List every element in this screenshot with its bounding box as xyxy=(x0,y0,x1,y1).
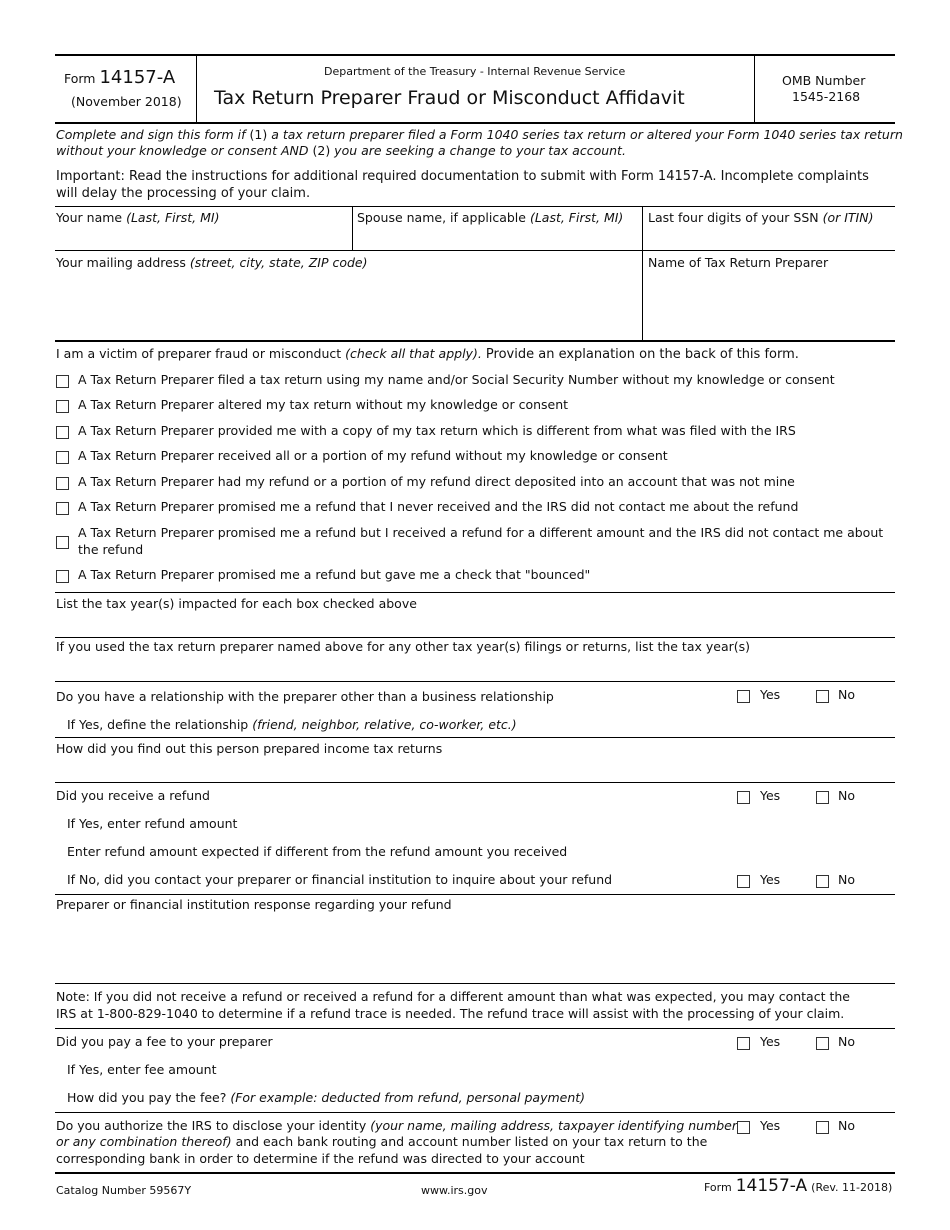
victim-heading-c: Provide an explanation on the back of this form. xyxy=(481,347,799,362)
intro-1a: Complete and sign this form if xyxy=(56,127,250,142)
footer-form-number-value: 14157-A xyxy=(735,1176,808,1196)
relationship-yes-checkbox[interactable] xyxy=(737,690,750,703)
form-number xyxy=(64,67,176,88)
checkbox-fraud-received-refund[interactable] xyxy=(56,451,69,464)
rule-found-out xyxy=(55,737,895,738)
found-out-label: How did you find out this person prepared income tax returns xyxy=(56,741,443,756)
footer-rule xyxy=(55,1172,895,1174)
page-title: Tax Return Preparer Fraud or Misconduct Affidavit xyxy=(214,87,685,109)
form-prefix: Form xyxy=(64,71,96,86)
victim-item-7-line-2: the refund xyxy=(78,542,144,557)
mailing-text: Your mailing address xyxy=(56,255,190,270)
intro-2c: (2) xyxy=(308,143,331,158)
refund-contact-no-checkbox[interactable] xyxy=(816,875,829,888)
note-line-1: Note: If you did not receive a refund or received a refund for a different amount than what was expected, you may contact the xyxy=(56,989,850,1004)
victim-item-5: A Tax Return Preparer had my refund or a portion of my refund direct deposited into an account that was not mine xyxy=(78,474,795,489)
header-bottom-rule xyxy=(55,122,895,124)
fee-amount-label: If Yes, enter fee amount xyxy=(67,1062,217,1077)
your-name-hint: (Last, First, MI) xyxy=(126,210,220,225)
ssn-hint: (or ITIN) xyxy=(822,210,874,225)
intro-1b: (1) xyxy=(249,127,268,142)
grid-bottom xyxy=(55,340,895,342)
rule-response xyxy=(55,894,895,895)
intro-1c: a tax return preparer filed a Form 1040 series tax return or altered your Form 1040 series tax return xyxy=(267,127,903,142)
authorize-yes-label: Yes xyxy=(760,1118,781,1133)
spouse-name-text: Spouse name, if applicable xyxy=(357,210,530,225)
mailing-hint: (street, city, state, ZIP code) xyxy=(189,255,368,270)
header-divider-right xyxy=(754,55,755,123)
victim-item-2: A Tax Return Preparer altered my tax return without my knowledge or consent xyxy=(78,397,569,412)
fee-no-checkbox[interactable] xyxy=(816,1037,829,1050)
checkbox-fraud-filed[interactable] xyxy=(56,375,69,388)
relationship-define-label xyxy=(67,717,517,732)
omb-number: 1545-2168 xyxy=(792,89,861,104)
omb-label: OMB Number xyxy=(782,73,866,88)
top-rule xyxy=(55,54,895,56)
form-number-value: 14157-A xyxy=(99,67,176,88)
relationship-no-label: No xyxy=(838,687,855,702)
mailing-address-label xyxy=(56,255,368,270)
relationship-define-a: If Yes, define the relationship xyxy=(67,717,253,732)
spouse-name-hint: (Last, First, MI) xyxy=(529,210,624,225)
authorize-1a: Do you authorize the IRS to disclose your identity xyxy=(56,1118,371,1133)
victim-item-8: A Tax Return Preparer promised me a refund but gave me a check that "bounced" xyxy=(78,567,591,582)
important-line-2: will delay the processing of your claim. xyxy=(56,186,311,201)
grid-v1 xyxy=(352,206,353,250)
intro-2a: without your knowledge or consent xyxy=(56,143,281,158)
refund-label: Did you receive a refund xyxy=(56,788,210,803)
relationship-define-b: (friend, neighbor, relative, co-worker, etc.) xyxy=(252,717,517,732)
other-years-label: If you used the tax return preparer named above for any other tax year(s) filings or returns, list the tax year(s) xyxy=(56,639,751,654)
relationship-yes-label: Yes xyxy=(760,687,781,702)
fee-yes-checkbox[interactable] xyxy=(737,1037,750,1050)
authorize-no-label: No xyxy=(838,1118,855,1133)
department: Department of the Treasury - Internal Revenue Service xyxy=(324,65,626,78)
victim-heading xyxy=(56,346,799,362)
ssn-label xyxy=(648,210,873,225)
authorize-no-checkbox[interactable] xyxy=(816,1121,829,1134)
header-divider-left xyxy=(196,55,197,123)
fee-no-label: No xyxy=(838,1034,855,1049)
refund-no-checkbox[interactable] xyxy=(816,791,829,804)
authorize-yes-checkbox[interactable] xyxy=(737,1121,750,1134)
victim-item-4: A Tax Return Preparer received all or a portion of my refund without my knowledge or consent xyxy=(78,448,668,463)
checkbox-fraud-bounced-check[interactable] xyxy=(56,570,69,583)
tax-years-label: List the tax year(s) impacted for each box checked above xyxy=(56,596,417,611)
grid-v2 xyxy=(642,206,643,340)
preparer-name-label: Name of Tax Return Preparer xyxy=(648,255,829,270)
authorize-1b: (your name, mailing address, taxpayer identifying number xyxy=(370,1118,738,1133)
refund-contact-label: If No, did you contact your preparer or financial institution to inquire about your refund xyxy=(67,872,613,887)
rule-refund xyxy=(55,782,895,783)
rule-fee xyxy=(55,1028,895,1029)
relationship-label: Do you have a relationship with the preparer other than a business relationship xyxy=(56,689,554,704)
fee-label: Did you pay a fee to your preparer xyxy=(56,1034,273,1049)
authorize-line-3: corresponding bank in order to determine if the refund was directed to your account xyxy=(56,1151,585,1166)
fee-how-label xyxy=(67,1090,585,1105)
victim-heading-b: (check all that apply). xyxy=(345,346,482,361)
victim-item-6: A Tax Return Preparer promised me a refund that I never received and the IRS did not contact me about the refund xyxy=(78,499,799,514)
refund-yes-label: Yes xyxy=(760,788,781,803)
victim-heading-a: I am a victim of preparer fraud or misconduct xyxy=(56,346,346,361)
rule-relationship xyxy=(55,681,895,682)
relationship-no-checkbox[interactable] xyxy=(816,690,829,703)
footer-form-number xyxy=(704,1176,893,1196)
your-name-text: Your name xyxy=(56,210,127,225)
refund-amount-label: If Yes, enter refund amount xyxy=(67,816,238,831)
ssn-text: Last four digits of your SSN xyxy=(648,210,823,225)
intro-line-2 xyxy=(56,143,626,158)
important-line-1: Important: Read the instructions for additional required documentation to submit with Form 14157-A. Incomplete complaints xyxy=(56,169,869,184)
checkbox-fraud-direct-deposit[interactable] xyxy=(56,477,69,490)
spouse-name-label xyxy=(357,210,623,225)
authorize-line-2 xyxy=(56,1134,707,1149)
refund-contact-yes-label: Yes xyxy=(760,872,781,887)
form-date: (November 2018) xyxy=(71,94,182,109)
victim-item-3: A Tax Return Preparer provided me with a copy of my tax return which is different from what was filed with the IRS xyxy=(78,423,796,438)
rule-authorize xyxy=(55,1112,895,1113)
website: www.irs.gov xyxy=(421,1184,488,1197)
rule-other-years xyxy=(55,637,895,638)
refund-no-label: No xyxy=(838,788,855,803)
authorize-2a: or any combination thereof) xyxy=(56,1134,232,1149)
intro-2d: you are seeking a change to your tax account. xyxy=(330,143,626,158)
authorize-2b: and each bank routing and account number listed on your tax return to the xyxy=(231,1134,708,1149)
victim-item-1: A Tax Return Preparer filed a tax return using my name and/or Social Security Number without my knowledge or consent xyxy=(78,372,835,387)
fee-yes-label: Yes xyxy=(760,1034,781,1049)
catalog-number: Catalog Number 59567Y xyxy=(56,1184,192,1197)
authorize-line-1 xyxy=(56,1118,737,1133)
response-label: Preparer or financial institution response regarding your refund xyxy=(56,897,452,912)
checkbox-fraud-never-received[interactable] xyxy=(56,502,69,515)
refund-contact-yes-checkbox[interactable] xyxy=(737,875,750,888)
refund-contact-no-label: No xyxy=(838,872,855,887)
checkbox-fraud-different-amount[interactable] xyxy=(56,536,69,549)
your-name-label xyxy=(56,210,219,225)
grid-top xyxy=(55,206,895,207)
intro-line-1 xyxy=(56,127,903,142)
grid-mid xyxy=(55,250,895,251)
intro-2b: AND xyxy=(280,143,309,158)
footer-form-prefix: Form xyxy=(704,1181,732,1194)
refund-expected-label: Enter refund amount expected if different from the refund amount you received xyxy=(67,844,568,859)
rule-note xyxy=(55,983,895,984)
refund-yes-checkbox[interactable] xyxy=(737,791,750,804)
footer-rev: (Rev. 11-2018) xyxy=(811,1181,893,1194)
fee-how-a: How did you pay the fee? xyxy=(67,1090,231,1105)
victim-item-7: A Tax Return Preparer promised me a refund but I received a refund for a different amount and the IRS did not contact me about xyxy=(78,525,884,540)
fee-how-b: (For example: deducted from refund, personal payment) xyxy=(230,1090,586,1105)
note-line-2: IRS at 1-800-829-1040 to determine if a refund trace is needed. The refund trace will assist with the processing of your claim. xyxy=(56,1006,845,1021)
checkbox-fraud-altered[interactable] xyxy=(56,400,69,413)
rule-tax-years xyxy=(55,592,895,593)
checkbox-fraud-different-copy[interactable] xyxy=(56,426,69,439)
